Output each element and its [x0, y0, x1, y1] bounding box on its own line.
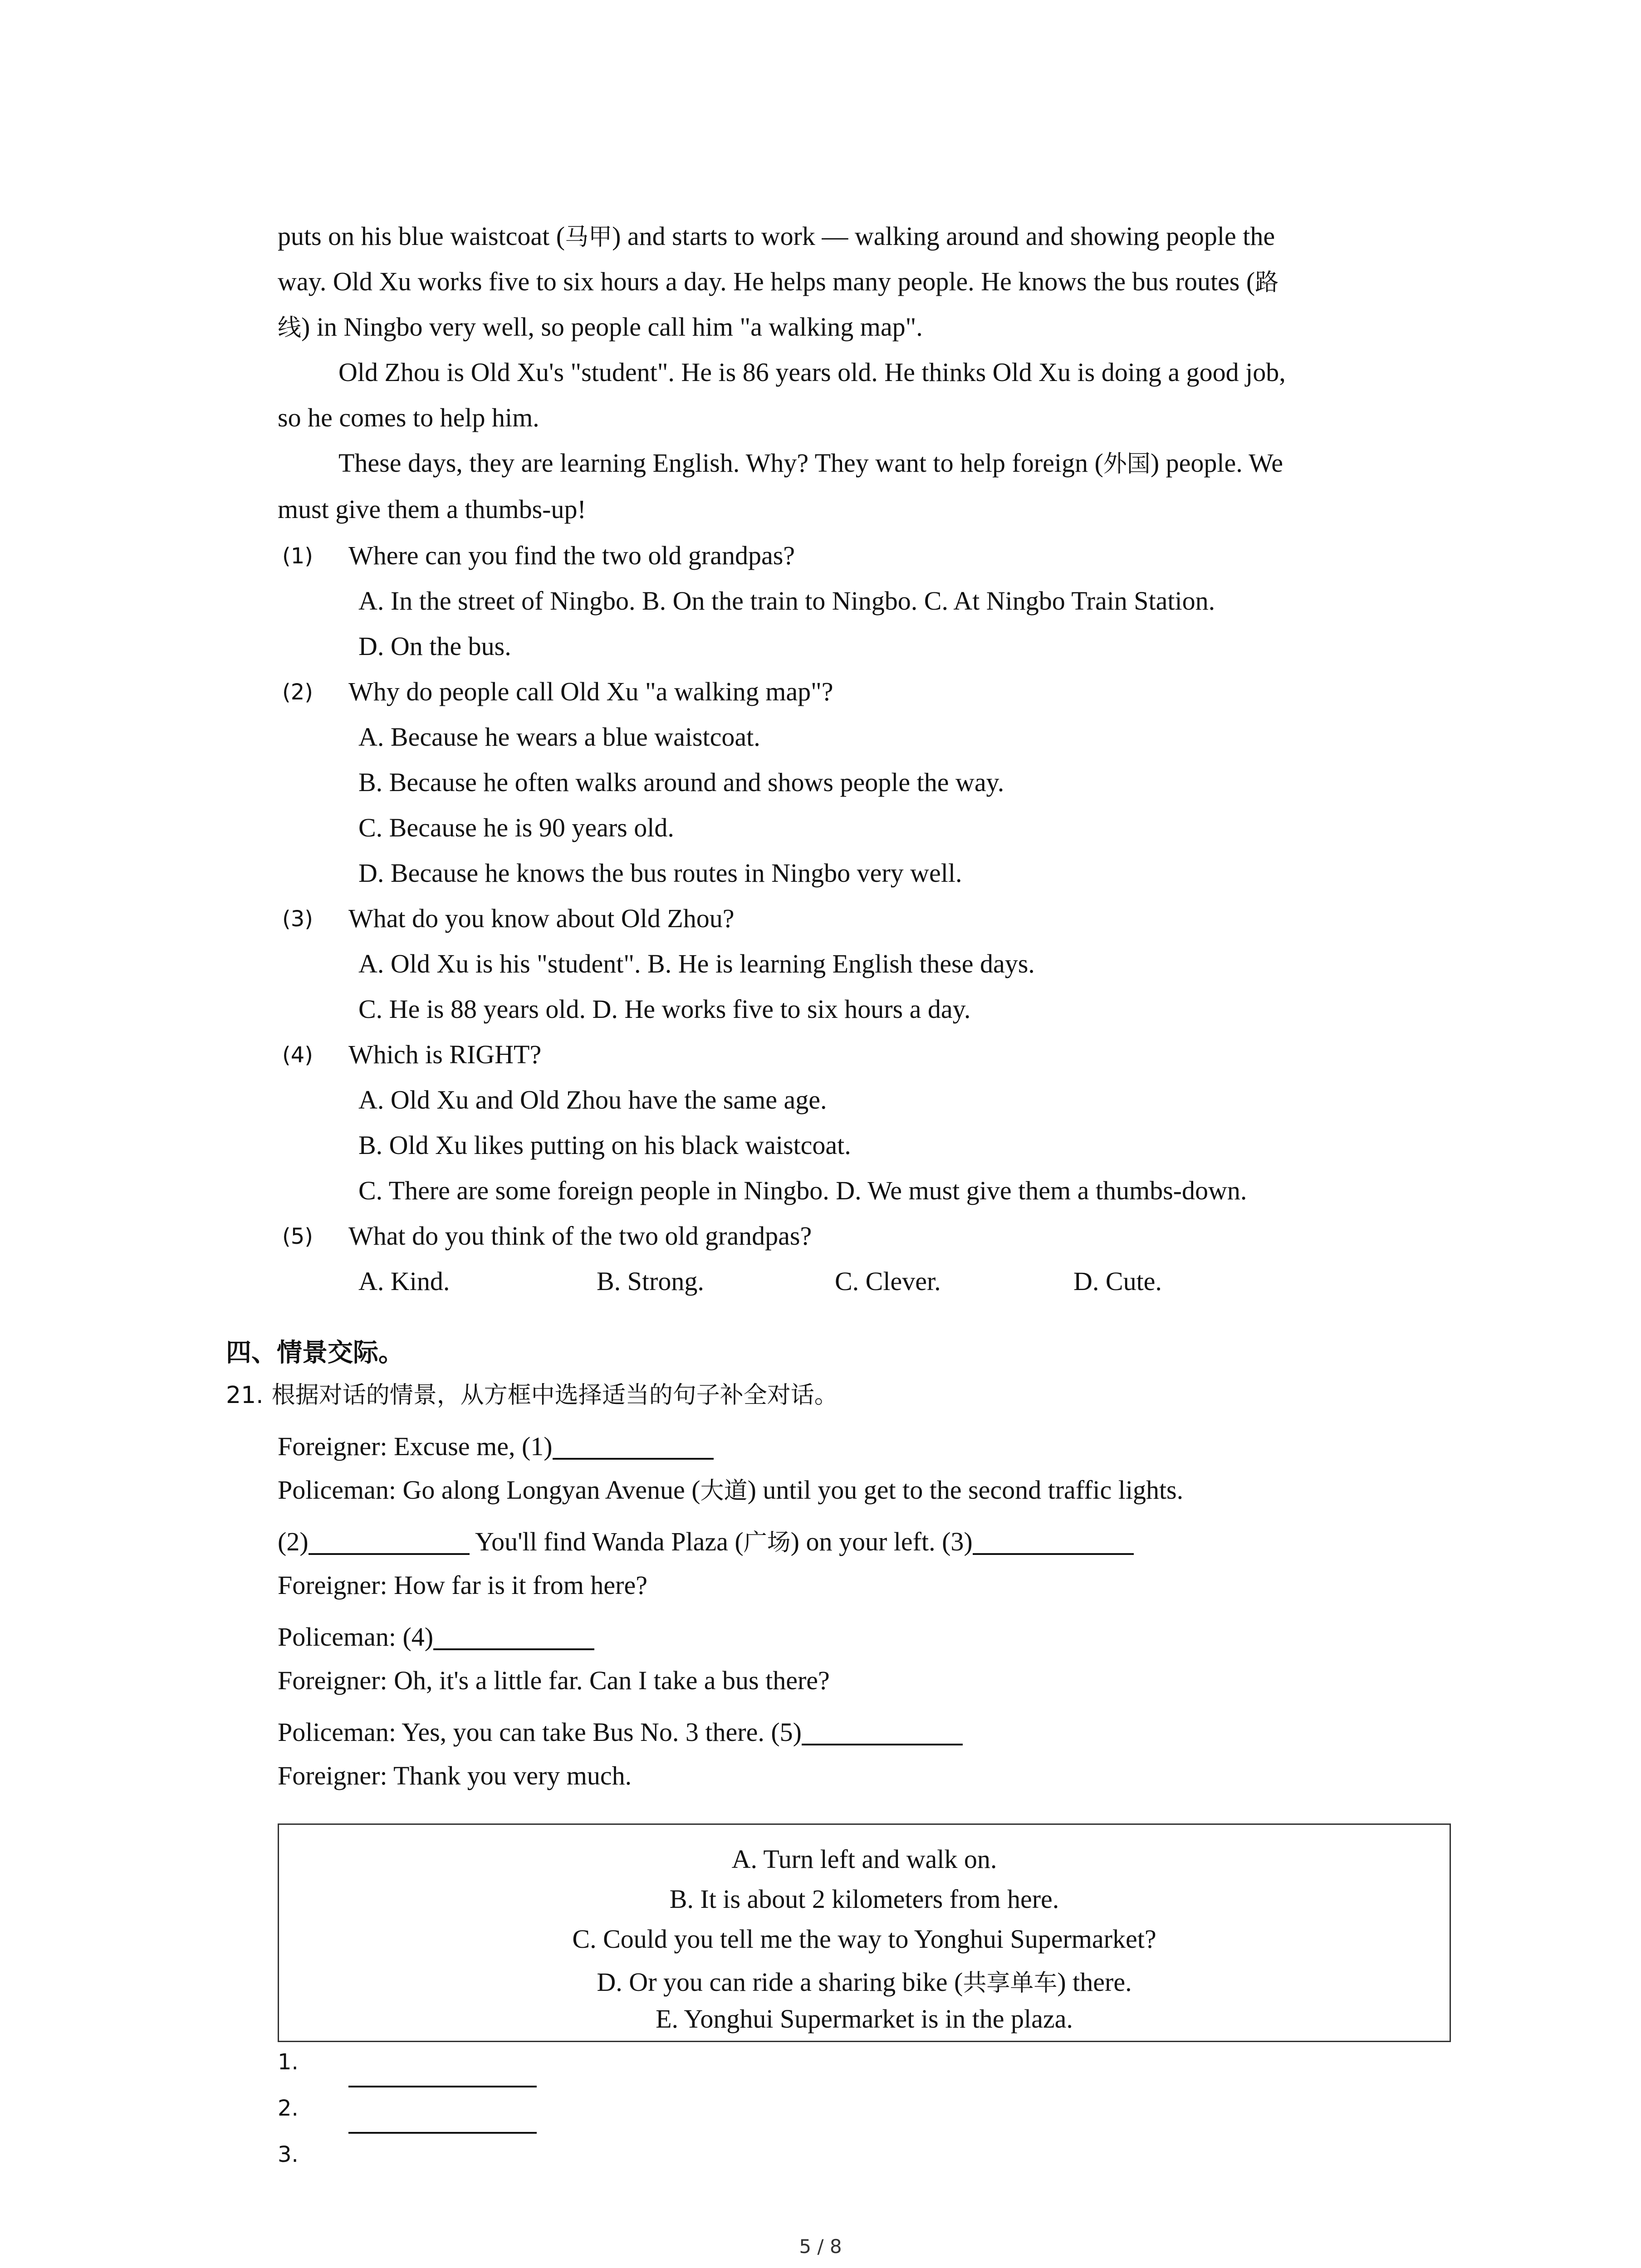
dialogue-line: Foreigner: Thank you very much.: [278, 1761, 632, 1790]
blank-4[interactable]: [433, 1622, 594, 1650]
question-21: 21. 根据对话的情景，从方框中选择适当的句子补全对话。: [226, 1382, 838, 1409]
options-box: [278, 1823, 1451, 2042]
passage-line: 线) in Ningbo very well, so people call him "a walking map".: [278, 312, 923, 342]
answer-number: 2.: [278, 2096, 299, 2121]
dialogue-line: Policeman: Yes, you can take Bus No. 3 there. (5): [278, 1717, 963, 1745]
option-c: C. Clever.: [835, 1266, 941, 1296]
passage-line: puts on his blue waistcoat (马甲) and starts to work — walking around and showing people the: [278, 221, 1275, 251]
dialogue-line: Foreigner: Excuse me, (1): [278, 1432, 714, 1460]
passage-line: so he comes to help him.: [278, 403, 539, 432]
passage-line: must give them a thumbs-up!: [278, 494, 586, 524]
dialogue-line: Policeman: (4): [278, 1622, 594, 1650]
question-number: (2): [282, 679, 313, 705]
option-line: A. Old Xu and Old Zhou have the same age.: [358, 1085, 827, 1114]
question-number: (4): [282, 1042, 313, 1068]
question-text: Which is RIGHT?: [348, 1040, 542, 1069]
question-text: Where can you find the two old grandpas?: [348, 541, 795, 570]
answer-line[interactable]: [348, 2132, 537, 2134]
option-line: A. Because he wears a blue waistcoat.: [358, 722, 760, 752]
question-text: What do you think of the two old grandpas?: [348, 1221, 812, 1251]
option-d: D. Cute.: [1073, 1266, 1162, 1296]
box-option-e: E. Yonghui Supermarket is in the plaza.: [656, 2004, 1073, 2033]
answer-number: 3.: [278, 2142, 299, 2167]
option-line: A. In the street of Ningbo. B. On the train to Ningbo. C. At Ningbo Train Station.: [358, 586, 1215, 616]
option-line: D. Because he knows the bus routes in Ningbo very well.: [358, 858, 962, 888]
dialogue-line: Foreigner: Oh, it's a little far. Can I take a bus there?: [278, 1666, 830, 1695]
section-heading: 四、情景交际。: [226, 1338, 404, 1368]
question-text: What do you know about Old Zhou?: [348, 904, 735, 933]
option-line: B. Old Xu likes putting on his black waistcoat.: [358, 1130, 851, 1160]
passage-line: way. Old Xu works five to six hours a day. He helps many people. He knows the bus routes (路: [278, 267, 1279, 296]
question-number: (3): [282, 906, 313, 932]
option-b: B. Strong.: [597, 1266, 704, 1296]
dialogue-line: (2) You'll find Wanda Plaza (广场) on your left. (3): [278, 1527, 1134, 1555]
question-text: Why do people call Old Xu "a walking map"?: [348, 677, 833, 706]
dialogue-line: Policeman: Go along Longyan Avenue (大道) until you get to the second traffic lights.: [278, 1475, 1184, 1505]
option-line: B. Because he often walks around and shows people the way.: [358, 767, 1004, 797]
option-line: C. He is 88 years old. D. He works five to six hours a day.: [358, 994, 971, 1024]
page-number: 5 / 8: [799, 2235, 842, 2258]
option-line: A. Old Xu is his "student". B. He is learning English these days.: [358, 949, 1035, 978]
option-line: D. On the bus.: [358, 631, 511, 661]
blank-3[interactable]: [973, 1527, 1134, 1555]
passage-line: Old Zhou is Old Xu's "student". He is 86 years old. He thinks Old Xu is doing a good job,: [338, 357, 1286, 387]
passage-line: These days, they are learning English. Why? They want to help foreign (外国) people. We: [338, 448, 1283, 478]
box-option-d: D. Or you can ride a sharing bike (共享单车) there.: [597, 1967, 1132, 1997]
answer-line[interactable]: [348, 2086, 537, 2087]
blank-2[interactable]: [309, 1527, 470, 1555]
option-line: C. There are some foreign people in Ningbo. D. We must give them a thumbs-down.: [358, 1176, 1247, 1205]
option-line: C. Because he is 90 years old.: [358, 813, 674, 842]
question-number: (5): [282, 1224, 313, 1249]
box-option-a: A. Turn left and walk on.: [731, 1844, 997, 1874]
blank-1[interactable]: [553, 1432, 714, 1460]
option-a: A. Kind.: [358, 1266, 450, 1296]
box-option-b: B. It is about 2 kilometers from here.: [669, 1884, 1059, 1914]
box-option-c: C. Could you tell me the way to Yonghui Supermarket?: [572, 1924, 1156, 1954]
question-number: (1): [282, 543, 313, 569]
blank-5[interactable]: [802, 1717, 963, 1745]
answer-number: 1.: [278, 2049, 299, 2075]
dialogue-line: Foreigner: How far is it from here?: [278, 1570, 647, 1600]
